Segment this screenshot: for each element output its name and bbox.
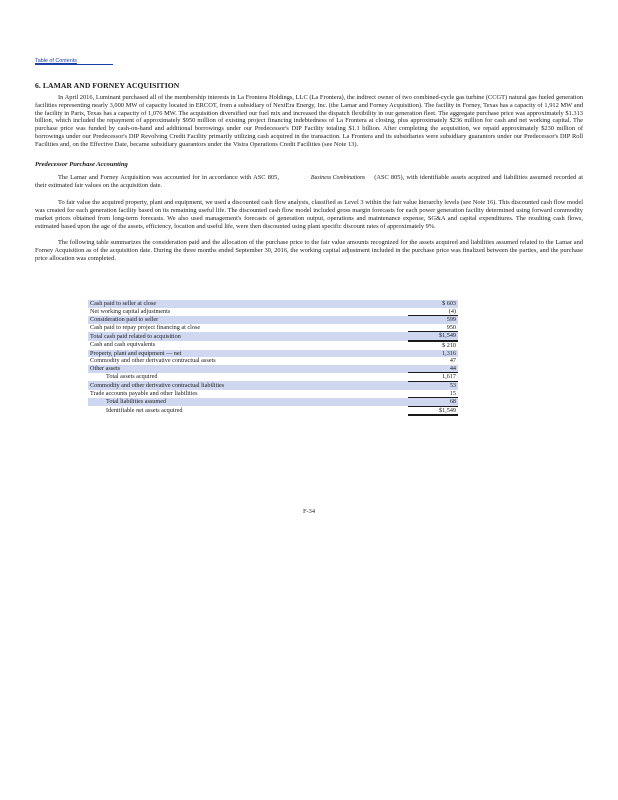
row-label: Commodity and other derivative contractual assets — [90, 357, 216, 365]
row-value: 1,316 — [408, 350, 458, 358]
table-row — [88, 365, 458, 373]
row-value: 1,617 — [408, 373, 458, 382]
row-value: 47 — [449, 357, 456, 365]
row-value: (4) — [408, 308, 458, 316]
row-label: Consideration paid to seller — [88, 316, 408, 324]
table-row — [88, 341, 458, 350]
table-row — [88, 300, 458, 308]
paragraph-asc-805 — [35, 174, 583, 191]
table-row — [88, 373, 458, 382]
row-value: 53 — [408, 381, 458, 389]
row-label: Total cash paid related to acquisition — [88, 332, 408, 341]
paragraph-asc-805-end: (ASC 805), with identifiable assets acquired and liabilities assumed recorded at their estimated fair values on the acquisition date. — [35, 173, 583, 190]
document-page — [35, 49, 583, 263]
row-label: Other assets — [88, 365, 408, 373]
table-of-contents-link[interactable]: Table of Contents — [35, 58, 113, 65]
row-value: 68 — [408, 398, 458, 407]
table-row — [88, 357, 458, 365]
table-row — [88, 390, 458, 398]
row-label: Cash paid to repay project financing at close — [90, 324, 201, 332]
row-label: Net working capital adjustments — [90, 307, 171, 315]
row-label: Commodity and other derivative contractual liabilities — [88, 381, 408, 389]
paragraph-asc-805-start: The Lamar and Forney Acquisition was accounted for in accordance with ASC 805, — [58, 173, 279, 181]
table-row — [88, 398, 458, 407]
paragraph-acquisition-overview: In April 2016, Luminant purchased all of the membership interests in La Frontera Holdings, LLC (La Frontera), the indirect owner of two combined-cycle gas turbine (CCGT) natural gas fueled generation facilities representing nearly 3,000 MW of capacity located in ERCOT, from a subsidiary of NextEra Energy, Inc. (the Lamar and Forney Acquisition). The facility in Forney, Texas has a capacity of 1,912 MW and the facility in Paris, Texas has a capacity of 1,076 MW. The acquisition diversified our fuel mix and increased the dispatch flexibility in our generation fleet. The aggregate purchase price was approximately $1.313 billion, which included the repayment of approximately $950 million of existing project financing indebtedness of La Frontera at closing, plus approximately $236 million for cash and net working capital. The purchase price was funded by cash-on-hand and additional borrowings under our Predecessor's DIP Facility totaling $1.1 billion. After completing the acquisition, we repaid approximately $230 million of borrowings under our Predecessor's DIP Revolving Credit Facility primarily utilizing cash acquired in the transaction. La Frontera and its subsidiaries were subsidiary guarantors under our Predecessor's DIP Roll Facilities and, on the Effective Date, became subsidiary guarantors under the Vistra Operations Credit Facilities (see Note 13). — [35, 94, 583, 148]
row-value: $ 603 — [408, 300, 458, 308]
row-value: $1,549 — [408, 332, 458, 341]
page-number: F-34 — [302, 508, 316, 515]
table-row — [88, 324, 458, 332]
table-row — [88, 350, 458, 358]
row-label: Identifiable net assets acquired — [106, 406, 183, 414]
section-title: 6. LAMAR AND FORNEY ACQUISITION — [35, 81, 180, 90]
paragraph-fair-value: To fair value the acquired property, plant and equipment, we used a discounted cash flow analysis, classified as Level 3 within the fair value hierarchy levels (see Note 16). This discounted cash flow model was created for each generation facility based on its remaining useful life. The discounted cash flow model included gross margin forecasts for each power generation facility determined using forward commodity market prices obtained from long-term forecasts. We also used management's forecasts of generation output, operations and maintenance expense, SG&A and capital expenditures. The resulting cash flows, estimated based upon the age of the assets, efficiency, location and useful life, were then discounted using plant specific discount rates of approximately 9%. — [35, 199, 583, 230]
row-value: $ 210 — [442, 341, 456, 349]
row-value: 950 — [408, 324, 458, 332]
table-row — [88, 316, 458, 324]
table-row — [88, 381, 458, 389]
row-label: Trade accounts payable and other liabilities — [90, 389, 198, 397]
table-row — [88, 308, 458, 316]
table-row — [88, 406, 458, 415]
purchase-price-allocation-table — [88, 300, 458, 416]
table-row — [88, 332, 458, 341]
row-label: Total assets acquired — [106, 373, 158, 381]
row-label: Total liabilities assumed — [88, 398, 408, 407]
row-label: Property, plant and equipment — net — [88, 350, 408, 358]
row-value: 599 — [408, 316, 458, 324]
paragraph-asc-805-italic: Business Combinations — [310, 174, 366, 181]
row-value: 15 — [408, 390, 458, 398]
row-label: Cash and cash equivalents — [90, 341, 156, 349]
row-value: 44 — [408, 365, 458, 373]
paragraph-table-intro: The following table summarizes the consideration paid and the allocation of the purchase price to the fair value amounts recognized for the assets acquired and liabilities assumed related to the Lamar and Forney Acquisition as of the acquisition date. During the three months ended September 30, 2016, the working capital adjustment included in the purchase price was finalized between the parties, and the purchase price allocation was completed. — [35, 239, 583, 262]
row-value: $1,549 — [408, 406, 458, 415]
row-label: Cash paid to seller at close — [88, 300, 408, 308]
subheading-purchase-accounting: Predecessor Purchase Accounting — [35, 160, 128, 168]
